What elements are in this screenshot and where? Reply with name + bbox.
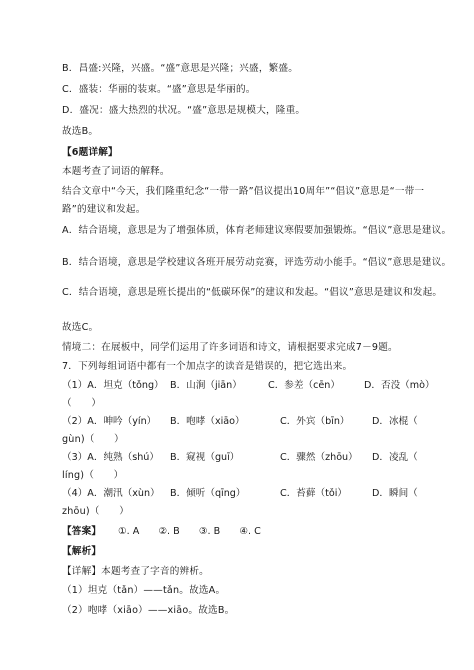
row1-col-d: D．否没（mò） xyxy=(364,380,435,391)
option-c-line: C．盛装：华丽的装束。“盛”意思是华丽的。 xyxy=(62,84,256,95)
row2-col-d: D．冰棍（ xyxy=(372,416,418,427)
row4-col-d: D．瞬间（ xyxy=(372,488,418,499)
row2-wrap: gùn)（ ） xyxy=(62,434,124,445)
row2-col-c: C．外宾（bīn） xyxy=(280,416,350,427)
row1-bracket: （ ） xyxy=(62,398,102,409)
detail-2: （2）咆哮（xiāo）——xiāo。故选B。 xyxy=(62,605,235,616)
detail-line: 【详解】本题考查了字音的辨析。 xyxy=(62,566,209,577)
row3-col-a: （3）A．纯熟（shú） xyxy=(62,452,159,463)
q6-option-a: A．结合语境，意思是为了增强体质，体育老师建议寒假要加强锻炼。“倡议”意思是建议。 xyxy=(62,225,452,236)
option-d-line: D．盛况：盛大热烈的状况。“盛”意思是规模大，隆重。 xyxy=(62,105,306,116)
row3-col-c: C．骤然（zhōu） xyxy=(280,452,358,463)
detail-1: （1）坦克（tǎn）——tǎn。故选A。 xyxy=(62,585,226,596)
answer-c-line: 故选C。 xyxy=(62,322,99,333)
row2-col-b: B．咆哮（xiāo） xyxy=(170,416,245,427)
q6-option-c: C．结合语境，意思是班长提出的“低碳环保”的建议和发起。“倡议”意思是建议和发起。 xyxy=(62,287,443,298)
row3-col-b: B．窥视（guī） xyxy=(170,452,240,463)
q6-option-b: B．结合语境，意思是学校建议各班开展劳动竞赛，评选劳动小能手。“倡议”意思是建议。 xyxy=(62,257,452,268)
row4-col-a: （4）A．潮汛（xùn） xyxy=(62,488,160,499)
row4-col-c: C．苔藓（tǒi） xyxy=(280,488,347,499)
option-b-line: B．昌盛:兴隆，兴盛。“盛”意思是兴隆；兴盛，繁盛。 xyxy=(62,63,299,74)
scenario-line: 情境二：在展板中，同学们运用了许多词语和诗文，请根据要求完成7－9题。 xyxy=(62,342,398,353)
context-line-2: 路”的建议和发起。 xyxy=(62,204,146,215)
row1-col-c: C．参差（cēn） xyxy=(268,380,340,391)
q6-header: 【6题详解】 xyxy=(62,147,118,158)
row3-wrap: líng)（ ） xyxy=(62,470,124,481)
row4-wrap: zhōu)（ ） xyxy=(62,506,129,517)
answer-items: ①. A ②. B ③. B ④. C xyxy=(118,526,261,537)
q7-line: 7．下列每组词语中都有一个加点字的读音是错误的，把它选出来。 xyxy=(62,361,353,372)
analysis-label: 【解析】 xyxy=(62,546,102,557)
row3-col-d: D．凌乱（ xyxy=(372,452,418,463)
row1-col-a: （1）A．坦克（tǒng） xyxy=(62,380,164,391)
answer-b-line: 故选B。 xyxy=(62,126,99,137)
answer-label: 【答案】 xyxy=(62,526,102,537)
context-line-1: 结合文章中“今天，我们隆重纪念“一带一路”倡议提出10周年”“倡议”意思是“一带一 xyxy=(62,186,425,197)
row1-col-b: B．山涧（jiān） xyxy=(170,380,242,391)
row2-col-a: （2）A．呻吟（yín） xyxy=(62,416,157,427)
q6-intro: 本题考查了词语的解释。 xyxy=(62,166,170,177)
row4-col-b: B．倾听（qīng） xyxy=(170,488,246,499)
